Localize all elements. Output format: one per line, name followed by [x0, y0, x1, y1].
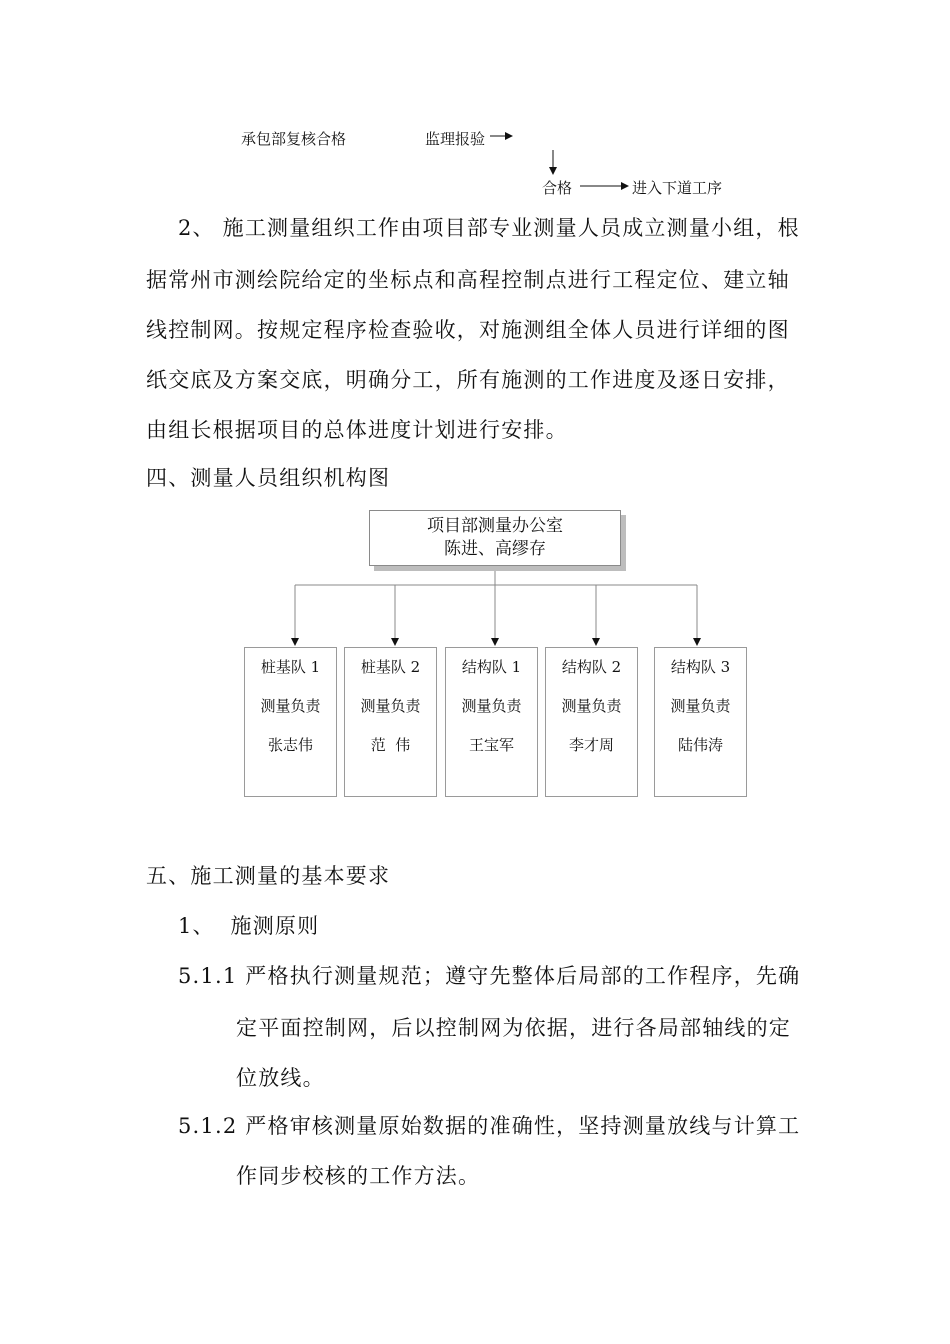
paragraph-line: 纸交底及方案交底，明确分工，所有施测的工作进度及逐日安排， [146, 368, 790, 392]
org-top-box [369, 510, 621, 566]
flow-step-supervision: 监理报验 [425, 130, 486, 148]
heading-survey-requirements: 五、施工测量的基本要求 [146, 864, 391, 888]
flow-step-next-process: 进入下道工序 [632, 179, 723, 197]
item-5-1-2-line: 作同步校核的工作方法。 [236, 1164, 481, 1188]
item-5-1-1-line: 位放线。 [236, 1066, 325, 1090]
paragraph-line: 线控制网。按规定程序检查验收，对施测组全体人员进行详细的图 [146, 318, 790, 342]
org-team-box [545, 647, 638, 797]
item-5-1-1-line: 5.1.1 严格执行测量规范；遵守先整体后局部的工作程序，先确 [178, 964, 801, 988]
team-name: 桩基队 2 [360, 658, 421, 676]
org-team-box [445, 647, 538, 797]
team-name: 结构队 2 [561, 658, 622, 676]
team-role: 测量负责 [360, 697, 421, 715]
paragraph-line: 由组长根据项目的总体进度计划进行安排。 [146, 418, 568, 442]
team-person: 王宝军 [468, 736, 514, 754]
team-role: 测量负责 [670, 697, 731, 715]
org-team-box [654, 647, 747, 797]
heading-org-chart: 四、测量人员组织机构图 [146, 466, 391, 490]
item-5-1-2-line: 5.1.2 严格审核测量原始数据的准确性，坚持测量放线与计算工 [178, 1114, 801, 1138]
team-role: 测量负责 [561, 697, 622, 715]
org-top-names: 陈进、高缪存 [444, 539, 546, 559]
team-person: 陆伟涛 [677, 736, 723, 754]
flow-step-qualified: 合格 [542, 179, 573, 197]
subheading-principles: 1、 施测原则 [178, 914, 320, 938]
team-person: 李才周 [568, 736, 614, 754]
org-team-box [244, 647, 337, 797]
item-5-1-1-line: 定平面控制网，后以控制网为依据，进行各局部轴线的定 [236, 1016, 791, 1040]
team-name: 结构队 1 [461, 658, 522, 676]
team-role: 测量负责 [260, 697, 321, 715]
paragraph-line: 2、 施工测量组织工作由项目部专业测量人员成立测量小组，根 [178, 216, 800, 240]
org-top-title: 项目部测量办公室 [427, 516, 563, 536]
team-name: 桩基队 1 [260, 658, 321, 676]
team-person: 范 伟 [370, 736, 411, 754]
team-person: 张志伟 [267, 736, 313, 754]
flow-step-recheck: 承包部复核合格 [241, 130, 347, 148]
team-role: 测量负责 [461, 697, 522, 715]
paragraph-line: 据常州市测绘院给定的坐标点和高程控制点进行工程定位、建立轴 [146, 268, 790, 292]
org-team-box [344, 647, 437, 797]
team-name: 结构队 3 [670, 658, 731, 676]
